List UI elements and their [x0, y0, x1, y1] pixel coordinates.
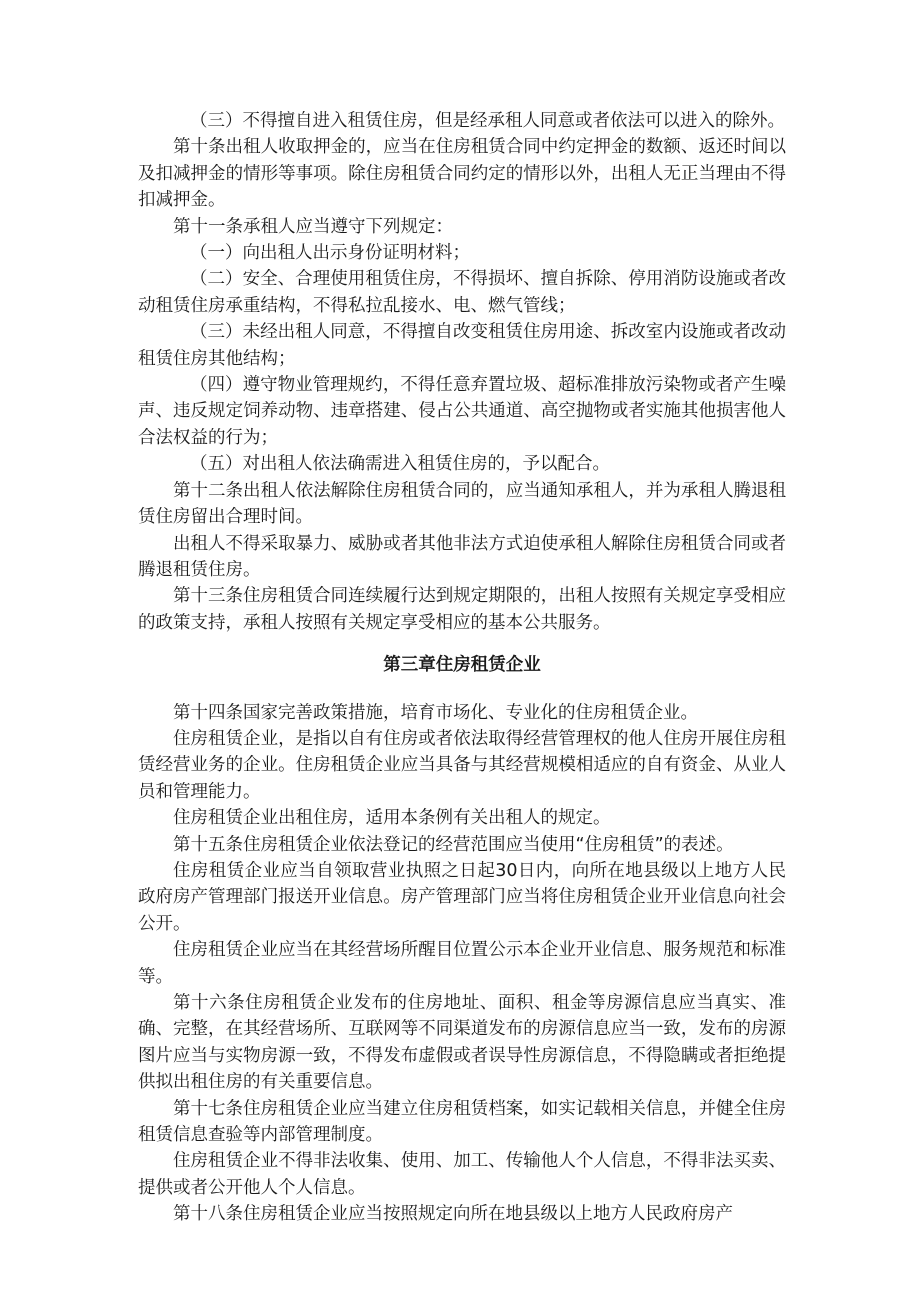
body-paragraph: 住房租赁企业出租住房，适用本条例有关出租人的规定。	[173, 808, 611, 829]
body-paragraph: 住房租赁企业不得非法收集、使用、加工、传输他人个人信息，不得非法买卖、提供或者公开他人个人信息。	[138, 1151, 786, 1198]
list-item-paragraph: （二）安全、合理使用租赁住房，不得损坏、擅自拆除、停用消防设施或者改动租赁住房承重结构，不得私拉乱接水、电、燃气管线；	[138, 269, 786, 316]
body-paragraph: 第十二条出租人依法解除住房租赁合同的，应当通知承租人，并为承租人腾退租赁住房留出合理时间。	[138, 480, 786, 528]
section-after-heading	[138, 700, 786, 1228]
body-paragraph: 第十四条国家完善政策措施，培育市场化、专业化的住房租赁企业。	[173, 702, 698, 723]
body-paragraph: 第十三条住房租赁合同连续履行达到规定期限的，出租人按照有关规定享受相应的政策支持，承租人按照有关规定享受相应的基本公共服务。	[138, 586, 786, 633]
body-paragraph: 第十六条住房租赁企业发布的住房地址、面积、租金等房源信息应当真实、准确、完整，在其经营场所、互联网等不同渠道发布的房源信息应当一致，发布的房源图片应当与实物房源一致，不得发布虚假或者误导性房源信息，不得隐瞒或者拒绝提供拟出租住房的有关重要信息。	[138, 993, 786, 1093]
body-paragraph: 出租人不得采取暴力、威胁或者其他非法方式迫使承租人解除住房租赁合同或者腾退租赁住房。	[138, 533, 786, 580]
list-item-paragraph: （一）向出租人出示身份证明材料；	[190, 243, 470, 264]
body-paragraph: 第十五条住房租赁企业依法登记的经营范围应当使用“住房租赁”的表述。	[173, 834, 734, 855]
body-paragraph: 第十条出租人收取押金的，应当在住房租赁合同中约定押金的数额、返还时间以及扣减押金的情形等事项。除住房租赁合同约定的情形以外，出租人无正当理由不得扣减押金。	[138, 137, 786, 211]
section-before-heading	[138, 108, 786, 636]
list-item-paragraph: （四）遵守物业管理规约，不得任意弃置垃圾、超标准排放污染物或者产生噪声、违反规定饲养动物、违章搭建、侵占公共通道、高空抛物或者实施其他损害他人合法权益的行为；	[138, 375, 786, 448]
body-paragraph: 住房租赁企业应当在其经营场所醒目位置公示本企业开业信息、服务规范和标准等。	[138, 940, 786, 987]
body-paragraph: 第十八条住房租赁企业应当按照规定向所在地县级以上地方人民政府房产	[173, 1204, 733, 1225]
list-item-paragraph: （五）对出租人依法确需进入租赁住房的，予以配合。	[190, 454, 610, 475]
list-item-paragraph: （三）不得擅自进入租赁住房，但是经承租人同意或者依法可以进入的除外。	[190, 111, 785, 131]
body-paragraph: 住房租赁企业，是指以自有住房或者依法取得经营管理权的他人住房开展住房租赁经营业务的企业。住房租赁企业应当具备与其经营规模相适应的自有资金、从业人员和管理能力。	[138, 728, 786, 802]
list-item-paragraph: （三）未经出租人同意，不得擅自改变租赁住房用途、拆改室内设施或者改动租赁住房其他结构；	[138, 322, 786, 369]
body-paragraph: 第十七条住房租赁企业应当建立住房租赁档案，如实记载相关信息，并健全住房租赁信息查验等内部管理制度。	[138, 1098, 786, 1146]
chapter-heading: 第三章住房租赁企业	[383, 655, 541, 676]
body-paragraph: 住房租赁企业应当自领取营业执照之日起30日内，向所在地县级以上地方人民政府房产管理部门报送开业信息。房产管理部门应当将住房租赁企业开业信息向社会公开。	[138, 860, 786, 934]
document-page	[138, 108, 786, 1228]
body-paragraph: 第十一条承租人应当遵守下列规定：	[173, 216, 453, 237]
